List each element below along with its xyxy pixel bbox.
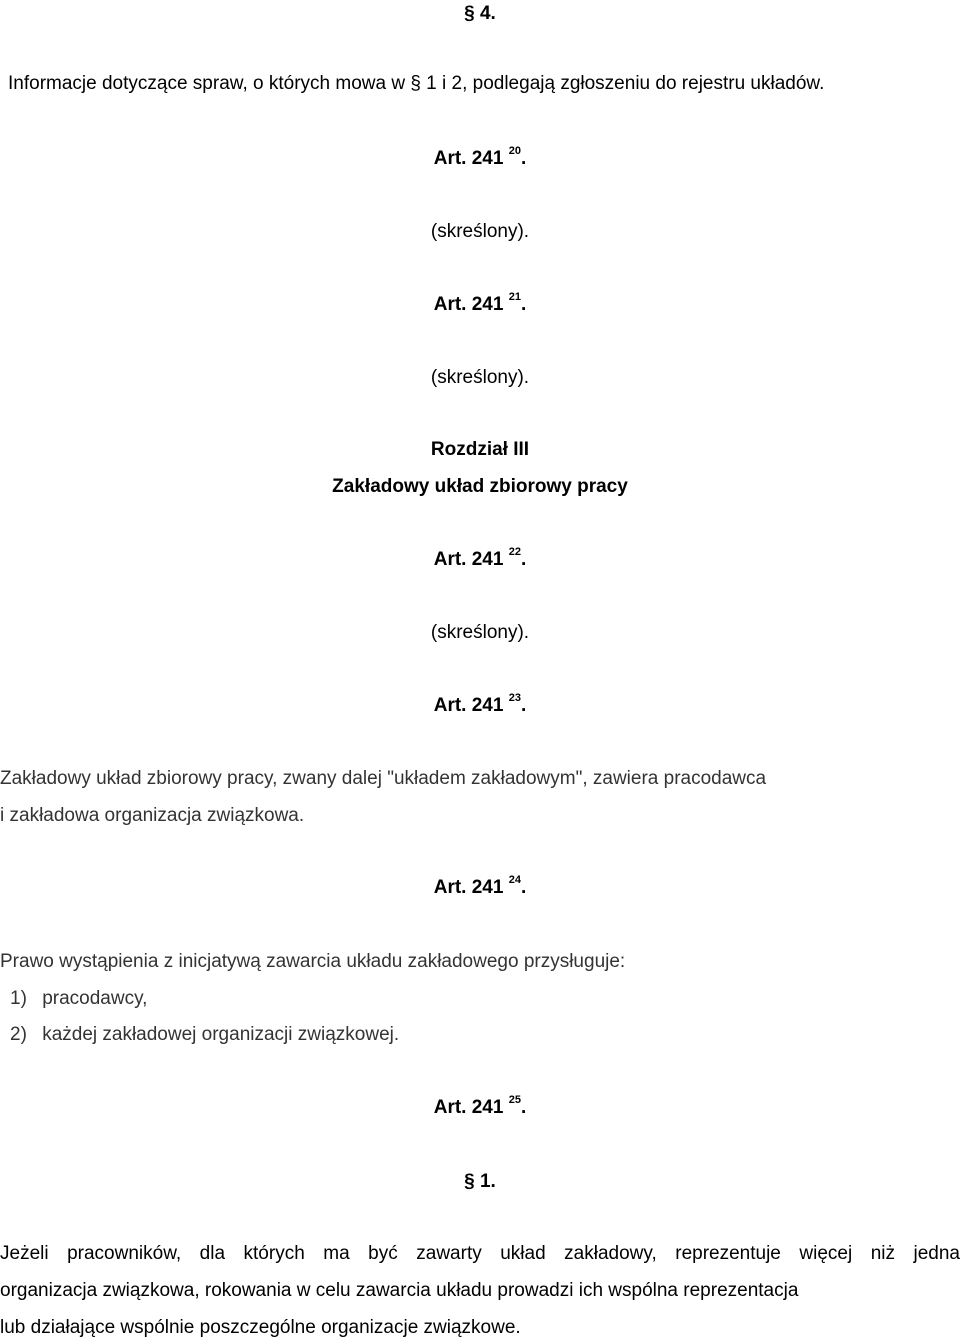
article-superscript: 24	[508, 873, 521, 886]
article-label: Art. 241	[433, 294, 504, 315]
list-item-text: pracodawcy,	[42, 988, 148, 1009]
article-25-line-2: organizacja związkowa, rokowania w celu zawarcia układu prowadzi ich wspólna reprezentacja	[0, 1280, 799, 1301]
article-superscript: 25	[508, 1093, 521, 1106]
list-item-number: 1)	[10, 988, 27, 1009]
article-23-line-1: Zakładowy układ zbiorowy pracy, zwany dalej "układem zakładowym", zawiera pracodawca	[0, 768, 767, 789]
list-item	[10, 987, 950, 1011]
article-23-line-2: i zakładowa organizacja związkowa.	[0, 805, 305, 826]
chapter-number: Rozdział III	[430, 439, 530, 460]
article-24-intro: Prawo wystąpienia z inicjatywą zawarcia układu zakładowego przysługuje:	[0, 951, 626, 972]
article-dot: .	[520, 549, 527, 570]
article-heading-241-20	[0, 144, 960, 171]
struck-text-1: (skreślony).	[430, 221, 530, 242]
article-superscript: 23	[508, 691, 521, 704]
article-heading-241-24	[0, 873, 960, 900]
article-heading-241-22	[0, 545, 960, 572]
article-heading-241-21	[0, 290, 960, 317]
struck-text-2: (skreślony).	[430, 367, 530, 388]
article-superscript: 21	[508, 290, 521, 303]
article-dot: .	[520, 148, 527, 169]
list-item	[10, 1023, 950, 1047]
article-heading-241-25	[0, 1093, 960, 1120]
section-heading-1: § 1.	[464, 1171, 496, 1192]
article-label: Art. 241	[433, 549, 504, 570]
article-25-line-3: lub działające wspólnie poszczególne organizacje związkowe.	[0, 1317, 521, 1338]
section-heading-4: § 4.	[464, 3, 496, 24]
paragraph-4-text: Informacje dotyczące spraw, o których mowa w § 1 i 2, podlegają zgłoszeniu do rejestru układów.	[8, 73, 825, 94]
list-item-text: każdej zakładowej organizacji związkowej.	[42, 1024, 400, 1045]
article-label: Art. 241	[433, 877, 504, 898]
list-item-number: 2)	[10, 1024, 27, 1045]
chapter-title: Zakładowy układ zbiorowy pracy	[332, 476, 628, 497]
article-dot: .	[520, 294, 527, 315]
article-label: Art. 241	[433, 695, 504, 716]
article-dot: .	[520, 877, 527, 898]
article-dot: .	[520, 1097, 527, 1118]
article-heading-241-23	[0, 691, 960, 718]
article-dot: .	[520, 695, 527, 716]
article-label: Art. 241	[433, 148, 504, 169]
article-25-line-1: Jeżeli pracowników, dla których ma być zawarty układ zakładowy, reprezentuje więcej niż jedna	[0, 1243, 960, 1264]
article-superscript: 20	[508, 144, 521, 157]
article-superscript: 22	[508, 545, 521, 558]
struck-text-3: (skreślony).	[430, 622, 530, 643]
article-label: Art. 241	[433, 1097, 504, 1118]
